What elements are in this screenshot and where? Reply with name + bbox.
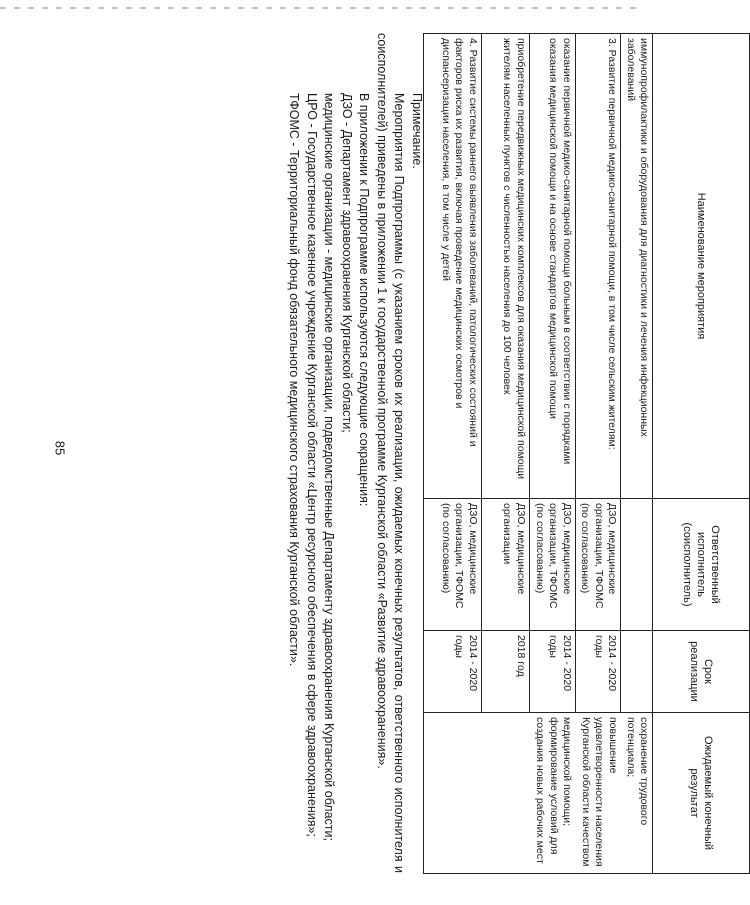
header-name: Наименование мероприятия bbox=[653, 33, 750, 498]
cell-term: 2014 - 2020 годы bbox=[575, 630, 620, 712]
header-executor: Ответственный исполнитель (соисполнитель) bbox=[653, 498, 750, 630]
cell-name: иммунопрофилактики и оборудования для диагностики и лечения инфекционных заболеваний bbox=[621, 33, 653, 498]
notes-title: Примечание. bbox=[410, 92, 424, 169]
cell-term: 2014 - 2020 годы bbox=[529, 630, 575, 712]
table-row bbox=[575, 33, 620, 873]
cell-term: 2014 - 2020 годы bbox=[423, 630, 481, 712]
cell-result bbox=[481, 712, 529, 873]
notes-paragraph: Мероприятия Подпрограммы (с указанием сроков их реализации, ожидаемых конечных результатов, ответственного исполнителя и соисполнителей) приведены в приложении 1 к государственной программе Курганской области «Развитие здравоохранения». bbox=[375, 32, 407, 873]
abbreviation-item: ДЗО - Департамент здравоохранения Курганской области; bbox=[340, 92, 354, 433]
page-number: 85 bbox=[52, 440, 68, 456]
cell-term: 2018 год bbox=[481, 630, 529, 712]
cell-result: повышение удовлетворенности населения Курганской области качеством bbox=[575, 712, 620, 873]
abbreviation-item: ТФОМС - Территориальный фонд обязательного медицинского страхования Курганской области». bbox=[287, 92, 302, 666]
rotated-page bbox=[190, 33, 750, 873]
notes-section bbox=[285, 33, 425, 873]
measures-table bbox=[423, 33, 750, 874]
header-result: Ожидаемый конечный результат bbox=[653, 712, 750, 873]
notes-paragraph: В приложении к Подпрограмме используются следующие сокращения: bbox=[357, 92, 372, 506]
cell-result: сохранение трудового потенциала; bbox=[621, 712, 653, 873]
cell-name: 4. Развитие системы раннего выявления заболеваний, патологических состояний и факторов риска их развития, включая проведение медицинских осмотров и диспансеризации населения, в том числе у детей bbox=[423, 33, 481, 498]
abbreviation-item: медицинские организации - медицинские организации, подведомственные Департаменту здравоохранения Курганской области; bbox=[322, 92, 337, 841]
cell-executor bbox=[621, 498, 653, 630]
cell-term bbox=[621, 630, 653, 712]
cell-executor: ДЗО, медицинские организации bbox=[481, 498, 529, 630]
cell-executor: ДЗО, медицинские организации, ТФОМС (по согласованию) bbox=[575, 498, 620, 630]
cell-executor: ДЗО, медицинские организации, ТФОМС (по согласованию) bbox=[529, 498, 575, 630]
table-row bbox=[481, 33, 529, 873]
abbreviation-item: ЦРО - Государственное казенное учреждение Курганской области «Центр ресурсного обеспечения в сфере здравоохранения»; bbox=[305, 92, 319, 837]
table-row bbox=[423, 33, 481, 873]
cell-result: медицинской помощи; формирование условий для создания новых рабочих мест bbox=[529, 712, 575, 873]
table-row bbox=[621, 33, 653, 873]
header-term: Срок реализации bbox=[653, 630, 750, 712]
cell-result bbox=[423, 712, 481, 873]
cell-name: приобретение передвижных медицинских комплексов для оказания медицинской помощи жителям населенных пунктов с численностью населения до 100 человек bbox=[481, 33, 529, 498]
cell-name: оказание первичной медико-санитарной помощи больным в соответствии с порядками оказания медицинской помощи и на основе стандартов медицинской помощи bbox=[529, 33, 575, 498]
cell-name: 3. Развитие первичной медико-санитарной помощи, в том числе сельским жителям: bbox=[575, 33, 620, 498]
table-row bbox=[529, 33, 575, 873]
cell-executor: ДЗО, медицинские организации, ТФОМС (по согласованию) bbox=[423, 498, 481, 630]
table-header-row bbox=[653, 33, 750, 873]
scan-artifact bbox=[0, 7, 640, 9]
